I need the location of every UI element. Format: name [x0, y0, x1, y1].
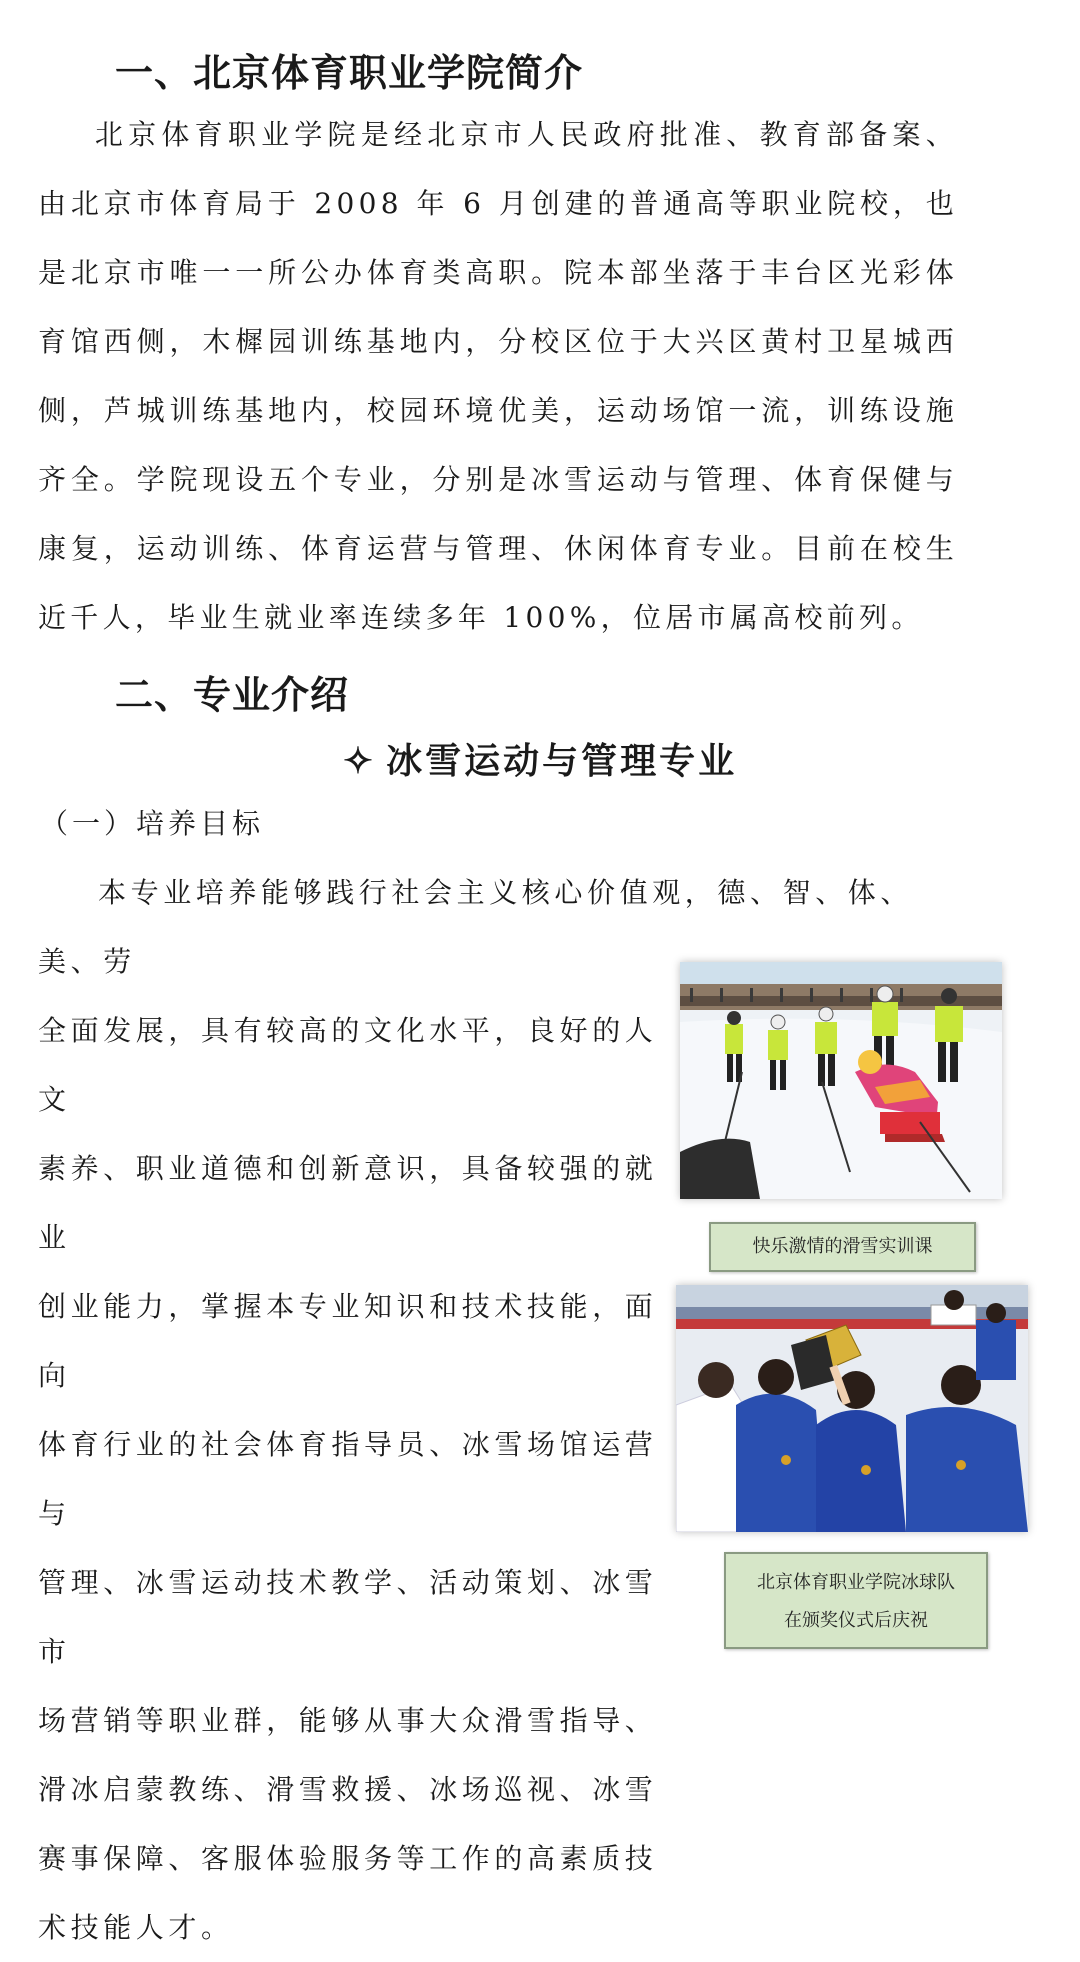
goal-line: 全面发展，具有较高的文化水平，良好的人文 [38, 1014, 658, 1116]
goal-line: 管理、冰雪运动技术教学、活动策划、冰雪市 [38, 1566, 658, 1668]
goal-line: 场营销等职业群，能够从事大众滑雪指导、 [38, 1704, 658, 1737]
goal-line: 滑冰启蒙教练、滑雪救援、冰场巡视、冰雪 [38, 1773, 658, 1806]
goal-line: 术技能人才。 [38, 1911, 234, 1944]
goal-line: 体育行业的社会体育指导员、冰雪场馆运营与 [38, 1428, 658, 1530]
goal-line: 本专业培养能够践行社会主义核心价值观，德、智、体、美、劳 [38, 876, 914, 978]
hockey-caption-line2: 在颁奖仪式后庆祝 [784, 1610, 928, 1631]
hockey-caption-line1: 北京体育职业学院冰球队 [757, 1572, 955, 1593]
hockey-scene-illustration [676, 1285, 1028, 1532]
ski-photo-caption: 快乐激情的滑雪实训课 [709, 1222, 976, 1272]
goal-line: 创业能力，掌握本专业知识和技术技能，面向 [38, 1290, 658, 1392]
intro-paragraph [38, 100, 958, 652]
intro-text: 北京体育职业学院是经北京市人民政府批准、教育部备案、由北京市体育局于 2008 年 6 月创建的普通高等职业院校，也是北京市唯一一所公办体育类高职。院本部坐落于丰台区光彩体育馆西侧，木樨园训练基地内，分校区位于大兴区黄村卫星城西侧，芦城训练基地内，校园环境优美，运动场馆一流，训练设施齐全。学院现设五个专业，分别是冰雪运动与管理、体育保健与康复，运动训练、体育运营与管理、休闲体育专业。目前在校生近千人，毕业生就业率连续多年 100%，位居市属高校前列。 [38, 118, 958, 634]
goal-line: 素养、职业道德和创新意识，具备较强的就业 [38, 1152, 658, 1254]
sparkle-icon: ✧ [342, 740, 377, 782]
section-heading-majors: 二、专业介绍 [115, 673, 350, 717]
hockey-photo-caption [724, 1552, 988, 1649]
major-title [0, 733, 1080, 784]
major-title-text: 冰雪运动与管理专业 [386, 740, 738, 782]
sub-heading-goal: （一）培养目标 [40, 807, 265, 840]
goal-line: 赛事保障、客服体验服务等工作的高素质技 [38, 1842, 658, 1875]
section-heading-intro: 一、北京体育职业学院简介 [115, 51, 584, 95]
ice-hockey-team-photo [676, 1285, 1028, 1532]
ski-training-photo [680, 962, 1002, 1199]
ski-scene-illustration [680, 962, 1002, 1199]
